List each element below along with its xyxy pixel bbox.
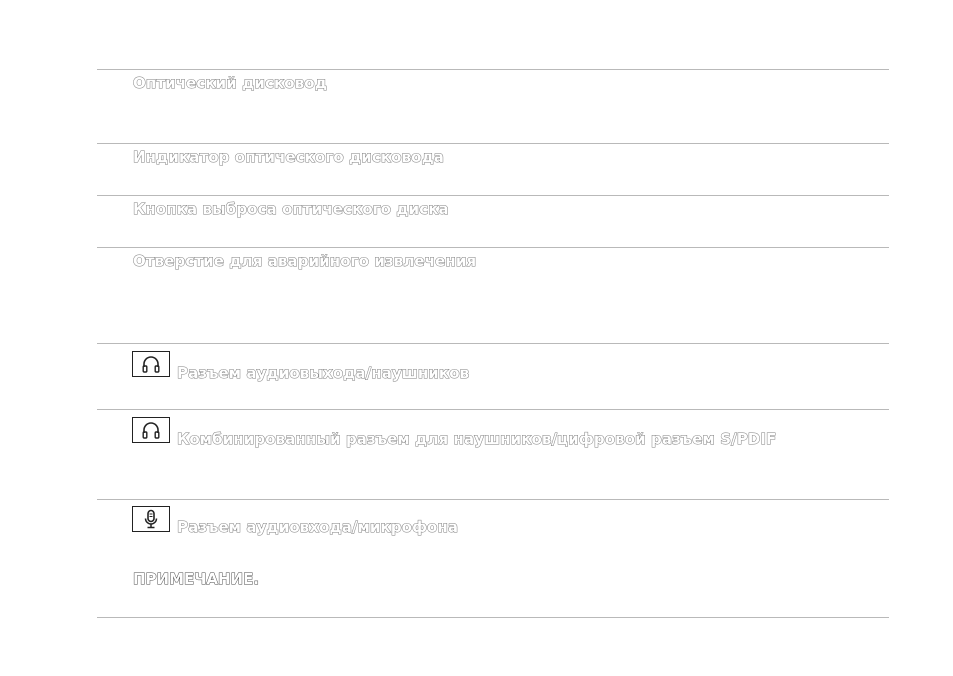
headphones-icon [132, 417, 170, 443]
heading-audio-in: Разъем аудиовхода/микрофона [177, 518, 459, 536]
divider [97, 343, 889, 344]
headphones-icon [132, 351, 170, 377]
heading-audio-out: Разъем аудиовыхода/наушников [177, 364, 470, 382]
heading-combo-jack: Комбинированный разъем для наушников/цифровой разъем S/PDIF [177, 430, 777, 448]
note-label: ПРИМЕЧАНИЕ. [133, 570, 260, 588]
heading-emergency-eject-hole: Отверстие для аварийного извлечения [133, 252, 477, 270]
heading-optical-drive-light: Индикатор оптического дисковода [133, 148, 445, 166]
divider [97, 409, 889, 410]
divider [97, 143, 889, 144]
divider [97, 69, 889, 70]
divider [97, 195, 889, 196]
heading-eject-button: Кнопка выброса оптического диска [133, 200, 449, 218]
divider [97, 247, 889, 248]
divider [97, 617, 889, 618]
microphone-icon [132, 506, 170, 532]
divider [97, 499, 889, 500]
heading-optical-drive: Оптический дисковод [133, 74, 327, 92]
